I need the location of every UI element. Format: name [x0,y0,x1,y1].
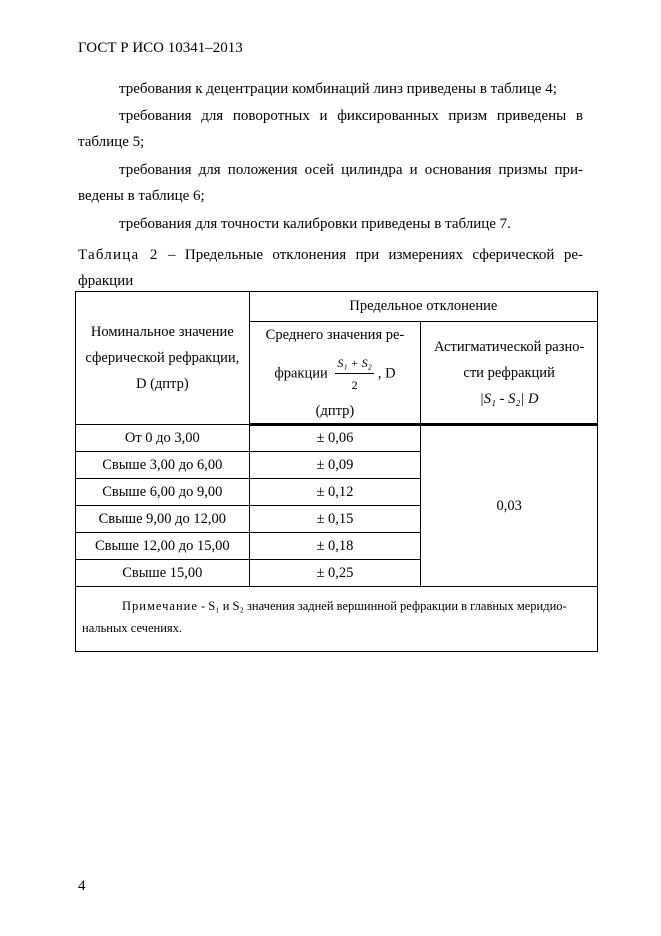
paragraph-prisms-line1: требования для поворотных и фиксированных призм приведены в [119,108,583,124]
note-label: Примечание [122,599,198,613]
cell-mean: ± 0,12 [249,479,421,506]
table-caption-label: Таблица 2 [78,247,159,263]
cell-range: Свыше 12,00 до 15,00 [76,533,250,560]
cell-mean: ± 0,25 [249,560,421,587]
table-caption-text-line2: фракции [78,273,134,289]
cell-range: Свыше 3,00 до 6,00 [76,452,250,479]
cell-mean: ± 0,06 [249,425,421,452]
table-caption-text-line1: – Предельные отклонения при измерениях сферической ре- [158,247,583,263]
cell-range: От 0 до 3,00 [76,425,250,452]
cell-range: Свыше 6,00 до 9,00 [76,479,250,506]
cell-range: Свыше 15,00 [76,560,250,587]
note-text-line1: - S₁ и S₂ значения задней вершинной рефракции в главных меридио- [197,599,567,613]
cell-astigmatic-value: 0,03 [421,425,598,587]
document-header: ГОСТ Р ИСО 10341–2013 [78,40,243,56]
col-header-mean: Среднего значения ре- фракции $\frac{\text{S₁ + S₂}}{2}$ , D (дптр) [249,322,421,425]
table-caption [78,242,583,294]
mean-fraction: $\frac{\text{S₁ + S₂}}{2}$ [335,353,373,395]
col-header-astigmatic: Астигматической разно- сти рефракций |S₁ - S₂| D [421,322,598,425]
table-note [76,587,598,652]
paragraph-cylinder-line1: требования для положения осей цилиндра и основания призмы при- [119,162,583,178]
refraction-tolerance-table [75,291,598,652]
paragraph-prisms-line2: таблице 5; [78,134,145,150]
col-header-nominal: Номинальное значение сферической рефракции, D (дптр) [76,292,250,425]
group-header-tolerance: Предельное отклонение [249,292,597,322]
cell-mean: ± 0,18 [249,533,421,560]
paragraph-cylinder-line2: ведены в таблице 6; [78,188,205,204]
cell-mean: ± 0,09 [249,452,421,479]
cell-range: Свыше 9,00 до 12,00 [76,506,250,533]
paragraph-decentration: требования к децентрации комбинаций линз приведены в таблице 4; [119,81,557,97]
note-text-line2: нальных сечениях. [82,621,183,635]
cell-mean: ± 0,15 [249,506,421,533]
paragraph-calibration: требования для точности калибровки приведены в таблице 7. [119,216,511,232]
page-number: 4 [78,878,86,894]
